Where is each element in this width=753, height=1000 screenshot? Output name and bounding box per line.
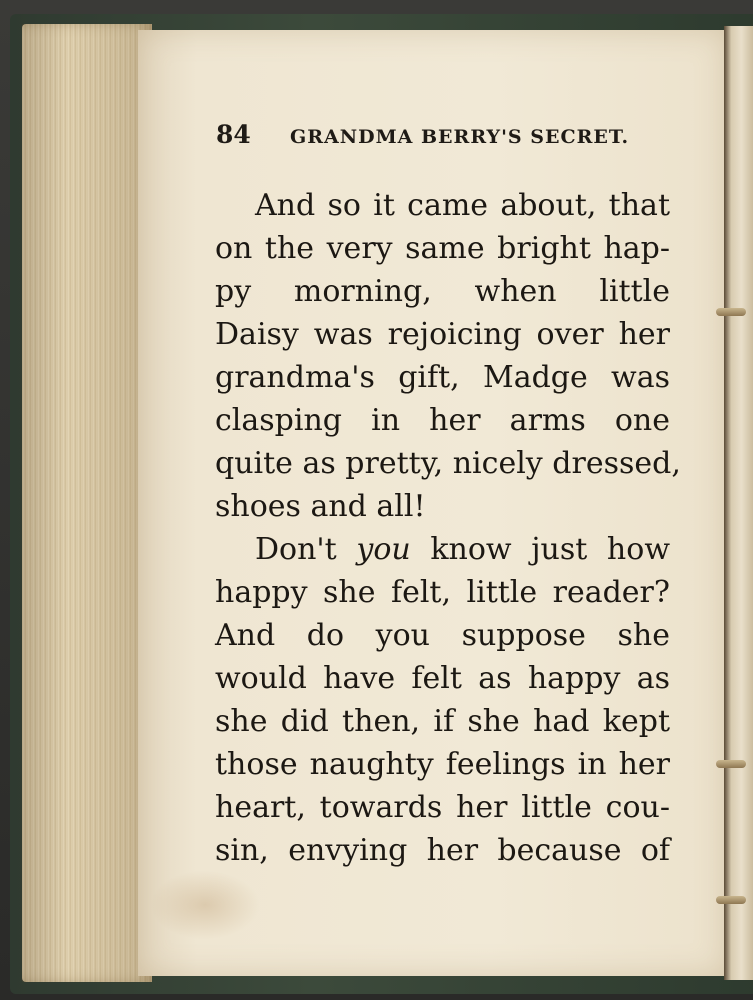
text-line [215,528,670,571]
text-line: grandma's gift, Madge was [215,360,670,395]
text-line: on the very same bright hap- [215,231,670,266]
text-line: And so it came about, that [255,188,670,223]
text-line: those naughty feelings in her [215,747,670,782]
page-stain [150,870,260,940]
binding-stitch [716,760,746,768]
running-title: GRANDMA BERRY'S SECRET. [290,126,630,148]
text-line: happy she felt, little reader? [215,575,670,610]
text-line: And do you suppose she [215,618,670,653]
page-header [216,120,646,154]
binding-edge [724,26,753,980]
emphasis-word: you [356,532,411,567]
paragraph-2 [215,528,670,872]
text-line: py morning, when little [215,274,670,309]
text-line: quite as pretty, nicely dressed, [215,446,681,481]
text-line: she did then, if she had kept [215,704,670,739]
text-line: Daisy was rejoicing over her [215,317,670,352]
paragraph-1 [215,184,681,528]
binding-stitch [716,896,746,904]
body-text [215,184,681,872]
text-run: know just how [410,532,670,567]
text-line: clasping in her arms one [215,403,670,438]
binding-stitch [716,308,746,316]
text-line: would have felt as happy as [215,661,670,696]
page-edges [22,24,152,982]
page-number: 84 [216,120,251,149]
text-line: sin, envying her because of [215,833,670,868]
text-run: Don't [255,532,357,567]
text-line: heart, towards her little cou- [215,790,670,825]
text-line: shoes and all! [215,489,426,524]
